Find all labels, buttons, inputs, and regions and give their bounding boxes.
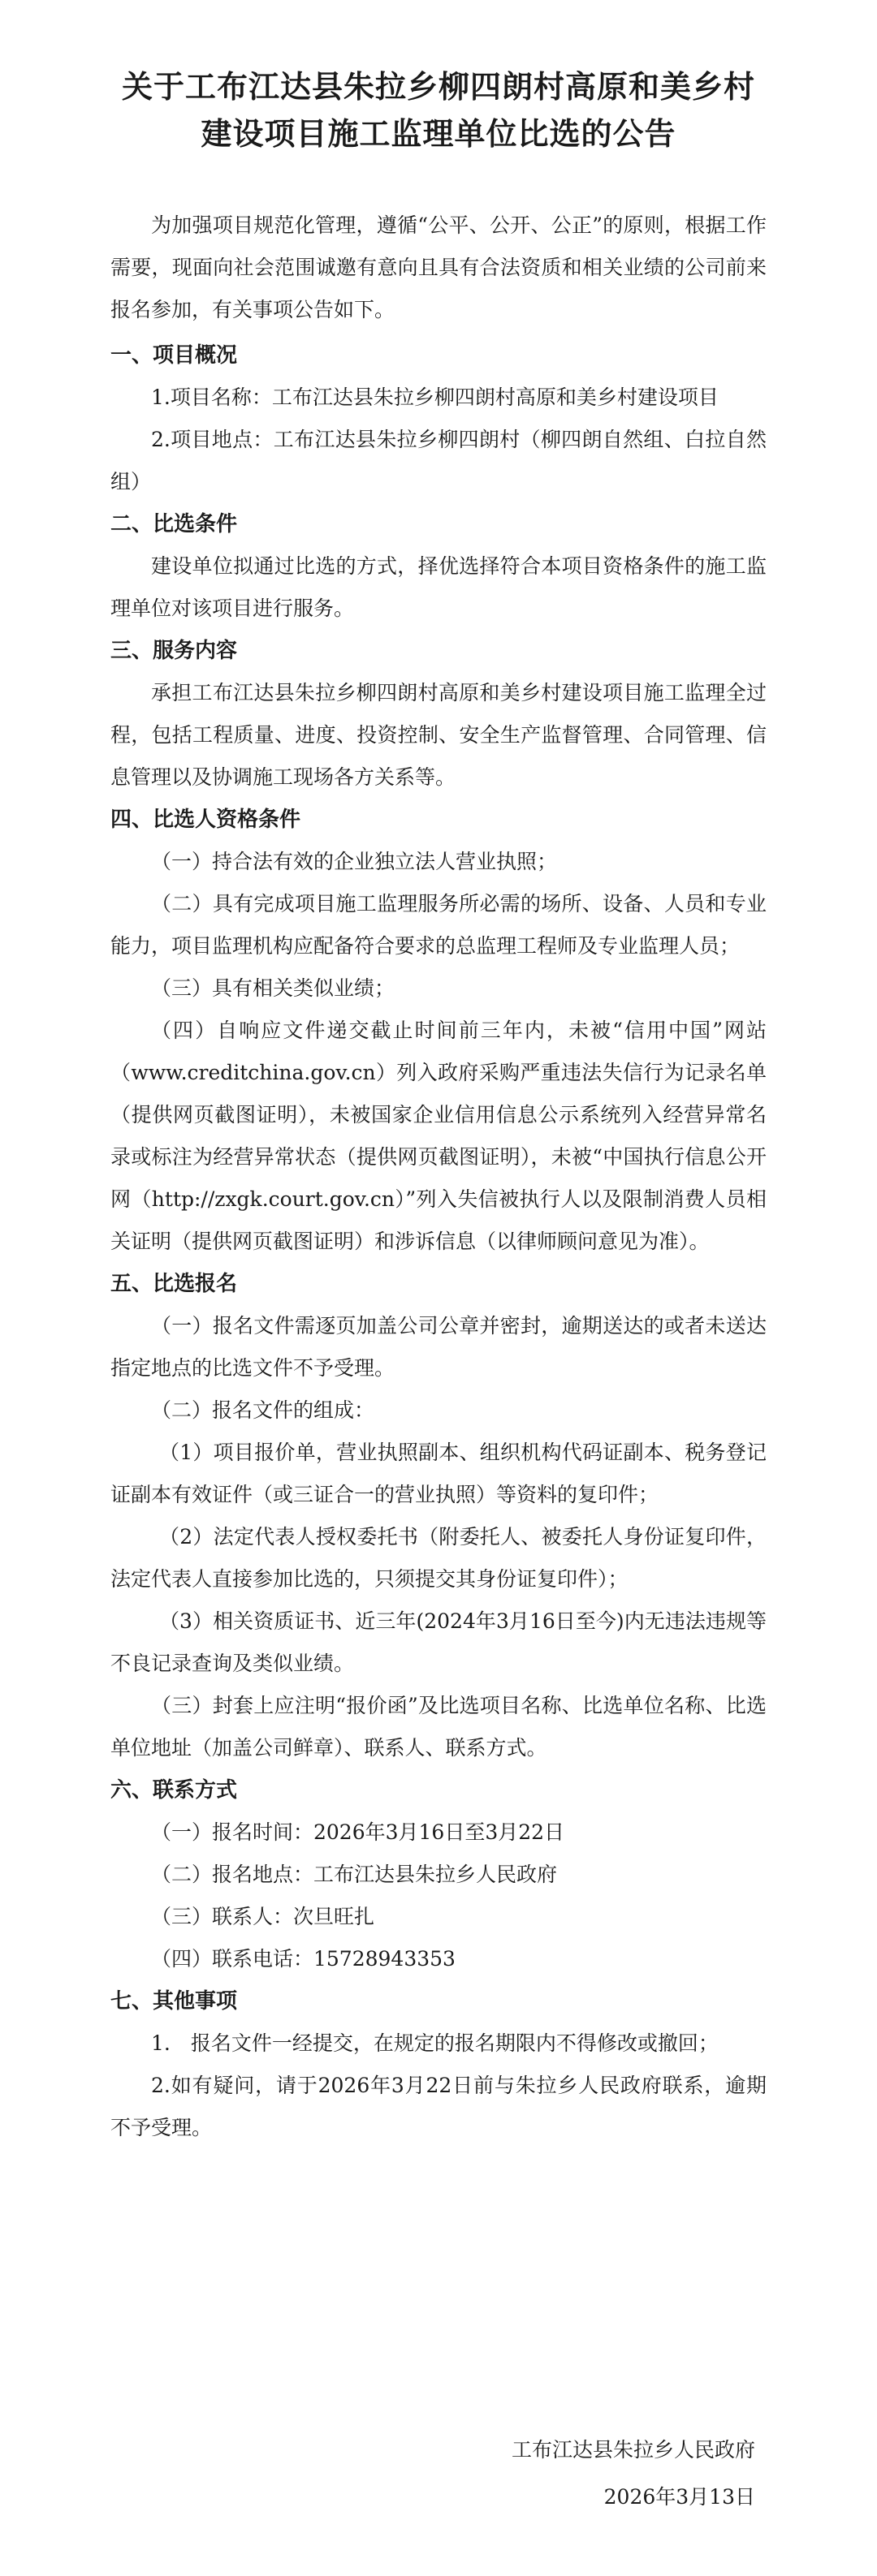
section-7-heading: 七、其他事项 <box>110 1989 238 2014</box>
section-5-sub-2: （2）法定代表人授权委托书（附委托人、被委托人身份证复印件，法定代表人直接参加比选的，只须提交其身份证复印件）； <box>110 1525 767 1591</box>
section-3-text: 承担工布江达县朱拉乡柳四朗村高原和美乡村建设项目施工监理全过程，包括工程质量、进度、投资控制、安全生产监督管理、合同管理、信息管理以及协调施工现场各方关系等。 <box>110 681 767 789</box>
section-7-item-1: 1. 报名文件一经提交，在规定的报名期限内不得修改或撤回； <box>151 2031 719 2055</box>
contact-location: （二）报名地点：工布江达县朱拉乡人民政府 <box>151 1863 558 1886</box>
section-7-item-2: 2.如有疑问，请于2026年3月22日前与朱拉乡人民政府联系，逾期不予受理。 <box>110 2074 767 2139</box>
section-4-item-4: （四）自响应文件递交截止时间前三年内，未被“信用中国”网站（www.creditchina.gov.cn）列入政府采购严重违法失信行为记录名单（提供网页截图证明），未被国家企业信用信息公示系统列入经营异常名录或标注为经营异常状态（提供网页截图证明），未被“中国执行信息公开网（http://zxgk.court.gov.cn）”列入失信被执行人以及限制消费人员相关证明（提供网页截图证明）和涉诉信息（以律师顾问意见为准）。 <box>110 1019 767 1253</box>
section-1-heading: 一、项目概况 <box>110 343 238 368</box>
section-4-item-1: （一）持合法有效的企业独立法人营业执照； <box>151 850 558 873</box>
contact-time: （一）报名时间：2026年3月16日至3月22日 <box>151 1820 565 1844</box>
section-5-item-2: （二）报名文件的组成： <box>151 1398 375 1422</box>
contact-person: （三）联系人：次旦旺扎 <box>151 1905 375 1928</box>
section-4-heading: 四、比选人资格条件 <box>110 808 301 832</box>
signature-org: 工布江达县朱拉乡人民政府 <box>511 2438 755 2462</box>
section-2-text: 建设单位拟通过比选的方式，择优选择符合本项目资格条件的施工监理单位对该项目进行服务。 <box>110 554 767 620</box>
section-1-item-2: 2.项目地点：工布江达县朱拉乡柳四朗村（柳四朗自然组、白拉自然组） <box>110 428 767 493</box>
signature-block <box>512 2427 755 2521</box>
section-5-item-1: （一）报名文件需逐页加盖公司公章并密封，逾期送达的或者未送达指定地点的比选文件不予受理。 <box>110 1314 767 1380</box>
section-6-heading: 六、联系方式 <box>110 1778 238 1803</box>
section-4-item-2: （二）具有完成项目施工监理服务所必需的场所、设备、人员和专业能力，项目监理机构应配备符合要求的总监理工程师及专业监理人员； <box>110 892 767 958</box>
section-2-heading: 二、比选条件 <box>110 512 238 536</box>
signature-date: 2026年3月13日 <box>603 2485 755 2509</box>
title-line-2: 建设项目施工监理单位比选的公告 <box>201 116 676 152</box>
section-4-item-3: （三）具有相关类似业绩； <box>151 976 395 1000</box>
contact-phone: （四）联系电话：15728943353 <box>151 1947 456 1971</box>
section-3-heading: 三、服务内容 <box>110 639 238 663</box>
section-5-item-3: （三）封套上应注明“报价函”及比选项目名称、比选单位名称、比选单位地址（加盖公司鲜章）、联系人、联系方式。 <box>110 1694 767 1760</box>
title-line-1: 关于工布江达县朱拉乡柳四朗村高原和美乡村 <box>121 69 755 105</box>
section-5-sub-1: （1）项目报价单，营业执照副本、组织机构代码证副本、税务登记证副本有效证件（或三证合一的营业执照）等资料的复印件； <box>110 1441 767 1506</box>
intro-paragraph: 为加强项目规范化管理，遵循“公平、公开、公正”的原则，根据工作需要，现面向社会范围诚邀有意向且具有合法资质和相关业绩的公司前来报名参加，有关事项公告如下。 <box>110 213 767 321</box>
section-5-heading: 五、比选报名 <box>110 1272 238 1296</box>
section-5-sub-3: （3）相关资质证书、近三年(2024年3月16日至今)内无违法违规等不良记录查询及类似业绩。 <box>110 1609 767 1675</box>
notice-title <box>110 63 767 157</box>
section-1-item-1: 1.项目名称：工布江达县朱拉乡柳四朗村高原和美乡村建设项目 <box>151 386 719 409</box>
